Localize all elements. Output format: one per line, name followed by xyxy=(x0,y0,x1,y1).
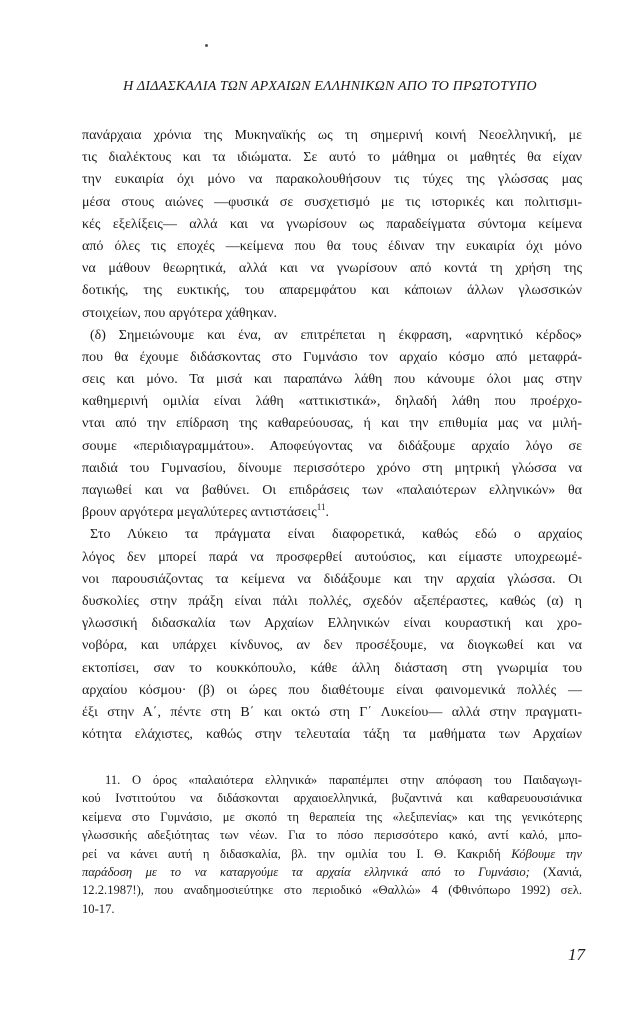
text-line: καθημερινή ομιλία είναι λάθη «αττικιστικά», δηλαδή λάθη που προέρχο- xyxy=(82,394,582,410)
text-line: μέσα στους αιώνες —φυσικά σε συσχετισμό με τις ιστορικές και πολιτισμι- xyxy=(82,194,582,210)
text-line: γλωσσική διδασκαλία των Αρχαίων Ελληνικών είναι κουραστική και χρο- xyxy=(82,616,582,632)
text-line: νται από την επίδραση της καθαρεύουσας, ή και την επιθυμία μας να μιλή- xyxy=(82,416,582,432)
text-line-content: βρουν αργότερα μεγαλύτερες αντιστάσεις xyxy=(82,505,317,521)
text-line: δοτικής, της ευκτικής, του απαρεμφάτου και κάποιων άλλων γλωσσικών xyxy=(82,283,582,299)
text-line: σεις και μόνο. Τα μισά και παραπάνω λάθη που κάνουμε όλοι μας στην xyxy=(82,372,582,388)
footnote-line: 12.2.1987!), που αναδημοσιεύτηκε στο περιοδικό «Θαλλώ» 4 (Φθινόπωρο 1992) σελ. xyxy=(82,883,582,898)
text-line: (δ) Σημειώνουμε και ένα, αν επιτρέπεται η έκφραση, «αρνητικό κέρδος» xyxy=(90,327,582,343)
text-line: λόγος δεν μπορεί παρά να προσφερθεί αυτούσιος, και είμαστε υποχρεωμέ- xyxy=(82,549,582,565)
text-line: νοι παρουσιάζοντας τα κείμενα να διδάξουμε και την αρχαία γλώσσα. Οι xyxy=(82,571,582,587)
cited-title: παράδοση με το να καταργούμε τα αρχαία ελληνικά από το Γυμνάσιο; xyxy=(82,864,530,879)
text-line: Στο Λύκειο τα πράγματα είναι διαφορετικά, καθώς εδώ ο αρχαίος xyxy=(90,527,582,543)
footnote-reference[interactable]: 11 xyxy=(316,502,326,513)
footnote-line-text: ρεί να κάνει αυτή η διδασκαλία, βλ. την ομιλία του Ι. Θ. Κακριδή xyxy=(82,846,512,861)
scan-speck xyxy=(205,44,208,47)
text-line: να μάθουν θεωρητικά, αλλά και να γνωρίσουν από κοντά τη χρήση της xyxy=(82,261,582,277)
text-line: έξι στην Α΄, πέντε στη Β΄ και οκτώ στη Γ΄ Λυκείου— αλλά στην πραγματι- xyxy=(82,704,582,720)
text-line: τις διαλέκτους και τα ιδιώματα. Σε αυτό το μάθημα οι μαθητές θα είχαν xyxy=(82,150,582,166)
text-line: στοιχείων, που αργότερα χάθηκαν. xyxy=(82,305,278,321)
page-number: 17 xyxy=(568,945,585,964)
text-line: δυσκολίες στην πράξη είναι πάλι πολλές, σχεδόν αξεπέραστες, καθώς (α) η xyxy=(82,593,582,609)
footnote-line: 11. Ο όρος «παλαιότερα ελληνικά» παραπέμπει στην απόφαση του Παιδαγωγι- xyxy=(105,773,582,787)
text-line xyxy=(82,502,582,524)
text-line: πανάρχαια χρόνια της Μυκηναϊκής ως τη σημερινή κοινή Νεοελληνική, με xyxy=(82,128,582,143)
text-line-end: . xyxy=(325,505,329,521)
cited-title: Κόβουμε την xyxy=(511,846,582,861)
footnote-line-text: (Χανιά, xyxy=(529,864,583,879)
footnote-line xyxy=(82,845,582,863)
text-line: παγιωθεί και να βαθύνει. Οι επιδράσεις των «παλαιότερων ελληνικών» θα xyxy=(82,483,582,498)
text-line: που θα έχουμε διδάσκοντας στο Γυμνάσιο τον αρχαίο κόσμο από μεταφρά- xyxy=(82,349,582,365)
footnote-line xyxy=(82,863,582,881)
text-line: αρχαίου κόσμου· (β) οι ώρες που διαθέτουμε είναι φαινομενικά πολλές — xyxy=(82,682,582,698)
footnote-line: κείμενα στο Γυμνάσιο, με σκοπό τη θεραπεία της «λεξιπενίας» και της γενικότερης xyxy=(82,809,582,824)
text-line: από όλες τις εποχές —κείμενα που θα τους έδιναν την ευκαιρία όχι μόνο xyxy=(82,238,582,254)
text-line: την ευκαιρία όχι μόνο να παρακολουθήσουν τις τύχες της γλώσσας μας xyxy=(82,172,582,188)
text-line: παιδιά του Γυμνασίου, δίνουμε περισσότερο χρόνο στη μητρική γλώσσα να xyxy=(82,460,582,476)
text-line: εκτοπίσει, σαν το κουκκόπουλο, κάθε άλλη διάσταση στη γνωριμία του xyxy=(82,660,582,676)
footnote-line: κού Ινστιτούτου να διδάσκονται αρχαιοελληνικά, βυζαντινά και καθαρευουσιάνικα xyxy=(82,791,582,806)
text-line: σουμε «περιδιαγραμμάτου». Αποφεύγοντας να διδάξουμε αρχαίο λόγο σε xyxy=(82,438,582,454)
footnote xyxy=(82,771,582,918)
body-text xyxy=(82,125,582,746)
text-line: κότητα ελάχιστες, καθώς στην τελευταία τάξη τα μαθήματα των Αρχαίων xyxy=(82,727,582,743)
running-head: Η ΔΙΔΑΣΚΑΛΙΑ ΤΩΝ ΑΡΧΑΙΩΝ ΕΛΛΗΝΙΚΩΝ ΑΠΟ ΤΟ ΠΡΩΤΟΤΥΠΟ xyxy=(123,79,537,94)
text-line: νοβόρα, και υπάρχει κίνδυνος, αν δεν προσέξουμε, να διογκωθεί και να xyxy=(82,638,582,654)
text-line: κές εξελίξεις— αλλά και να γνωρίσουν ως παραδείγματα σύντομα κείμενα xyxy=(82,216,582,232)
footnote-line: 10-17. xyxy=(82,901,115,916)
footnote-line: γλωσσικής αδεξιότητας των νέων. Για το πόσο περισσότερο κακό, αντί καλό, μπο- xyxy=(82,828,582,843)
